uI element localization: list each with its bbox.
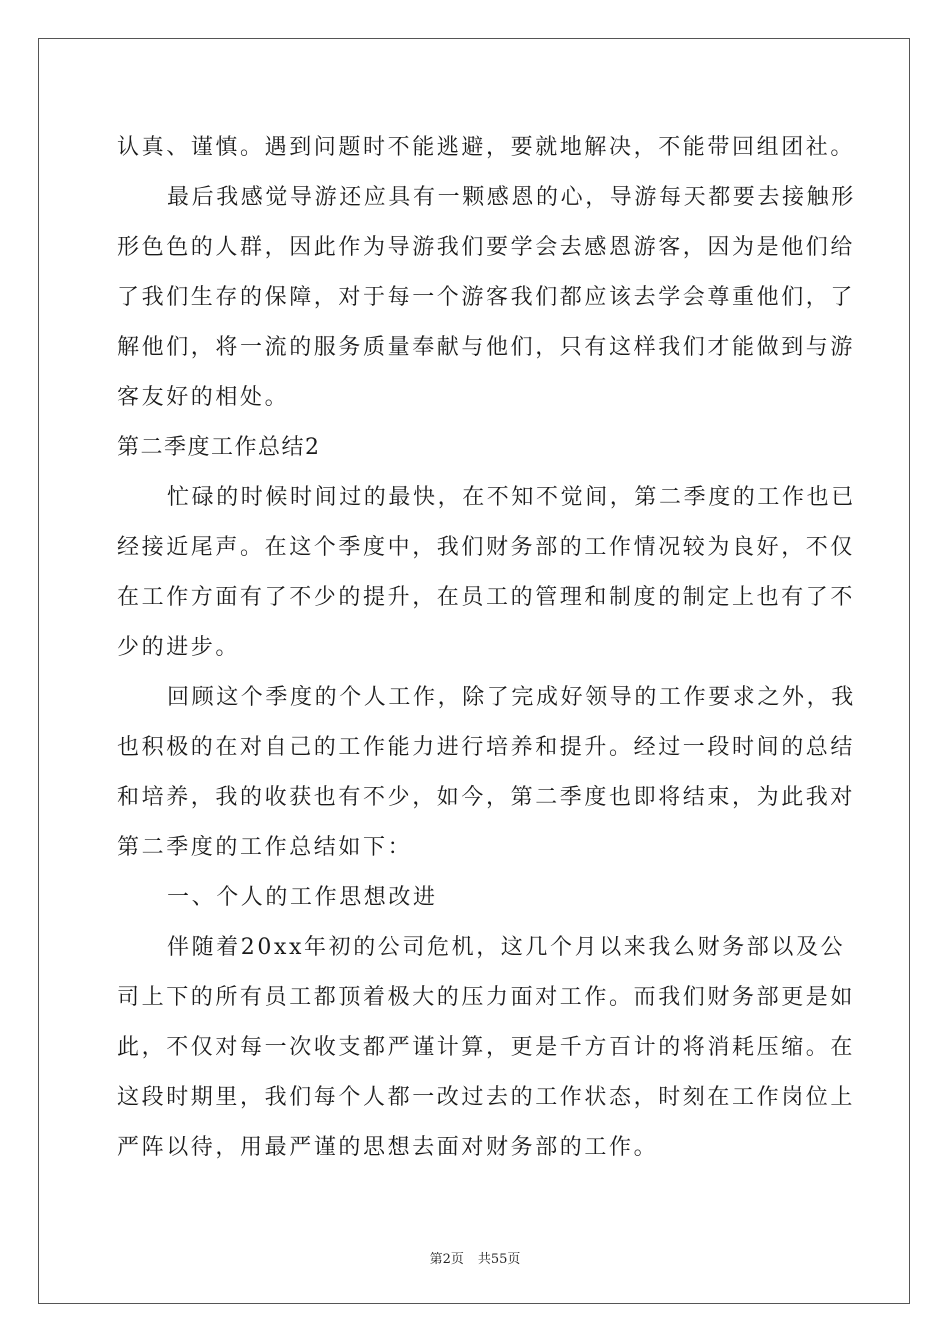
text-line: 经接近尾声。在这个季度中，我们财务部的工作情况较为良好，不仅 xyxy=(117,535,856,560)
subsection-heading: 一、个人的工作思想改进 xyxy=(167,885,438,910)
text-line: 客友好的相处。 xyxy=(117,385,290,410)
text-line: 此，不仅对每一次收支都严谨计算，更是千方百计的将消耗压缩。在 xyxy=(117,1035,856,1060)
text-line: 严阵以待，用最严谨的思想去面对财务部的工作。 xyxy=(117,1135,659,1160)
page-footer xyxy=(0,1248,950,1267)
text-line: 形色色的人群，因此作为导游我们要学会去感恩游客，因为是他们给 xyxy=(117,235,856,260)
text-line: 也积极的在对自己的工作能力进行培养和提升。经过一段时间的总结 xyxy=(117,735,856,760)
text-line: 最后我感觉导游还应具有一颗感恩的心，导游每天都要去接触形 xyxy=(167,185,856,210)
text-line: 在工作方面有了不少的提升，在员工的管理和制度的制定上也有了不 xyxy=(117,585,856,610)
text-line: 回顾这个季度的个人工作，除了完成好领导的工作要求之外，我 xyxy=(167,685,856,710)
text-line: 认真、谨慎。遇到问题时不能逃避，要就地解决，不能带回组团社。 xyxy=(117,135,856,160)
text-line: 司上下的所有员工都顶着极大的压力面对工作。而我们财务部更是如 xyxy=(117,985,856,1010)
text-line: 这段时期里，我们每个人都一改过去的工作状态，时刻在工作岗位上 xyxy=(117,1085,856,1110)
section-heading: 第二季度工作总结2 xyxy=(117,435,321,460)
page-number-total: 共55页 xyxy=(477,1252,521,1267)
text-line: 第二季度的工作总结如下： xyxy=(117,835,413,860)
text-line: 解他们，将一流的服务质量奉献与他们，只有这样我们才能做到与游 xyxy=(117,335,856,360)
text-line: 了我们生存的保障，对于每一个游客我们都应该去学会尊重他们，了 xyxy=(117,285,856,310)
page-number-current: 第2页 xyxy=(429,1252,464,1267)
document-body xyxy=(117,123,856,1173)
text-line: 少的进步。 xyxy=(117,635,241,660)
text-line: 伴随着20xx年初的公司危机，这几个月以来我么财务部以及公 xyxy=(167,935,846,960)
text-line: 忙碌的时候时间过的最快，在不知不觉间，第二季度的工作也已 xyxy=(167,485,856,510)
text-line: 和培养，我的收获也有不少，如今，第二季度也即将结束，为此我对 xyxy=(117,785,856,810)
